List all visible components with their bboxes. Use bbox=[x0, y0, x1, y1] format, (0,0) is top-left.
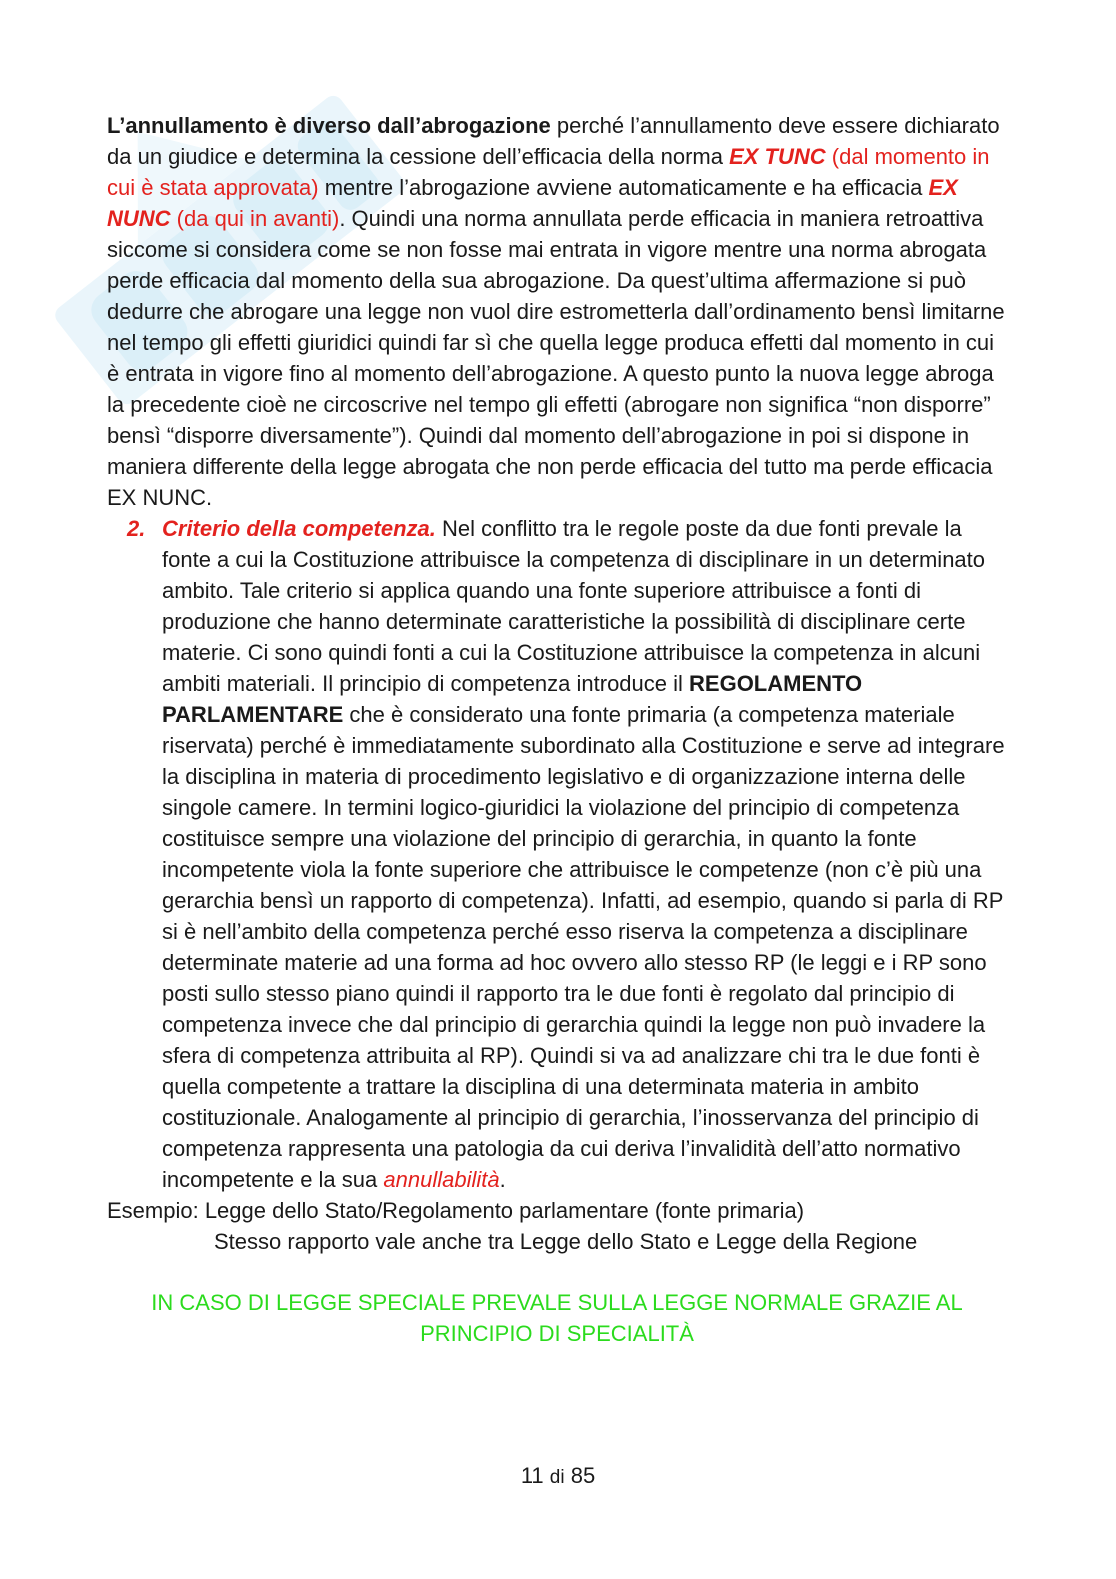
page-number bbox=[0, 1460, 1116, 1493]
bold-lead: L’annullamento è diverso dall’abrogazione bbox=[107, 113, 551, 138]
paragraph-annullamento: L’annullamento è diverso dall’abrogazione perché l’annullamento deve essere dichiarato da un giudice e determina la cessione dell’efficacia della norma EX TUNC (dal momento in cui è stata approvata) mentre l’abrogazione avviene automaticamente e ha efficacia EX NUNC (da qui in avanti). Quindi una norma annullata perde efficacia in maniera retroattiva siccome si considera come se non fosse mai entrata in vigore mentre una norma abrogata perde efficacia dal momento della sua abrogazione. Da quest’ultima affermazione si può dedurre che abrogare una legge non vuol dire estrometterla dall’ordinamento bensì limitarne nel tempo gli effetti giuridici quindi far sì che quella legge produca effetti dal momento in cui è entrata in vigore fino al momento dell’abrogazione. A questo punto la nuova legge abroga la precedente cioè ne circoscrive nel tempo gli effetti (abrogare non significa “non disporre” bensì “disporre diversamente”). Quindi dal momento dell’abrogazione in poi si dispone in maniera differente della legge abrogata che non perde efficacia del tutto ma perde efficacia EX NUNC. bbox=[107, 113, 1005, 510]
current-page: 11 bbox=[520, 1463, 544, 1488]
item-title: Criterio della competenza. bbox=[162, 516, 436, 541]
example-line-1: Esempio: Legge dello Stato/Regolamento parlamentare (fonte primaria) bbox=[107, 1198, 805, 1223]
list-item-competenza bbox=[107, 513, 1007, 1195]
regolamento-parlamentare: REGOLAMENTO PARLAMENTARE bbox=[162, 671, 863, 727]
page-separator: di bbox=[549, 1467, 565, 1488]
document-page bbox=[107, 110, 1007, 1349]
ex-nunc-term: EX NUNC bbox=[107, 175, 958, 231]
speciality-note: IN CASO DI LEGGE SPECIALE PREVALE SULLA LEGGE NORMALE GRAZIE AL PRINCIPIO DI SPECIALITÀ bbox=[151, 1290, 963, 1346]
list-number: 2. bbox=[127, 516, 146, 541]
example-line-2: Stesso rapporto vale anche tra Legge dello Stato e Legge della Regione bbox=[214, 1229, 918, 1254]
annullabilita-term: annullabilità bbox=[383, 1167, 500, 1192]
total-pages: 85 bbox=[570, 1463, 596, 1488]
example-block bbox=[107, 1195, 1007, 1257]
ex-tunc-term: EX TUNC bbox=[729, 144, 826, 169]
competenza-text: Criterio della competenza. Nel conflitto tra le regole poste da due fonti prevale la fonte a cui la Costituzione attribuisce la competenza di disciplinare in un determinato ambito. Tale criterio si applica quando una fonte superiore attribuisce a fonti di produzione che hanno determinate caratteristiche la possibilità di disciplinare certe materie. Ci sono quindi fonti a cui la Costituzione attribuisce la competenza in alcuni ambiti materiali. Il principio di competenza introduce il REGOLAMENTO PARLAMENTARE che è considerato una fonte primaria (a competenza materiale riservata) perché è immediatamente subordinato alla Costituzione e serve ad integrare la disciplina in materia di procedimento legislativo e di organizzazione interna delle singole camere. In termini logico-giuridici la violazione del principio di competenza costituisce sempre una violazione del principio di gerarchia, in quanto la fonte incompetente viola la fonte superiore che attribuisce le competenze (non c’è più una gerarchia bensì un rapporto di competenza). Infatti, ad esempio, quando si parla di RP si è nell’ambito della competenza perché esso riserva la competenza a disciplinare determinate materie ad una forma ad hoc ovvero allo stesso RP (le leggi e i RP sono posti sullo stesso piano quindi il rapporto tra le due fonti è regolato dal principio di competenza invece che dal principio di gerarchia quindi la legge non può invadere la sfera di competenza attribuita al RP). Quindi si va ad analizzare chi tra le due fonti è quella competente a trattare la disciplina di una determinata materia in ambito costituzionale. Analogamente al principio di gerarchia, l’inosservanza del principio di competenza rappresenta una patologia da cui deriva l’invalidità dell’atto normativo incompetente e la sua annullabilità. bbox=[162, 516, 1005, 1192]
